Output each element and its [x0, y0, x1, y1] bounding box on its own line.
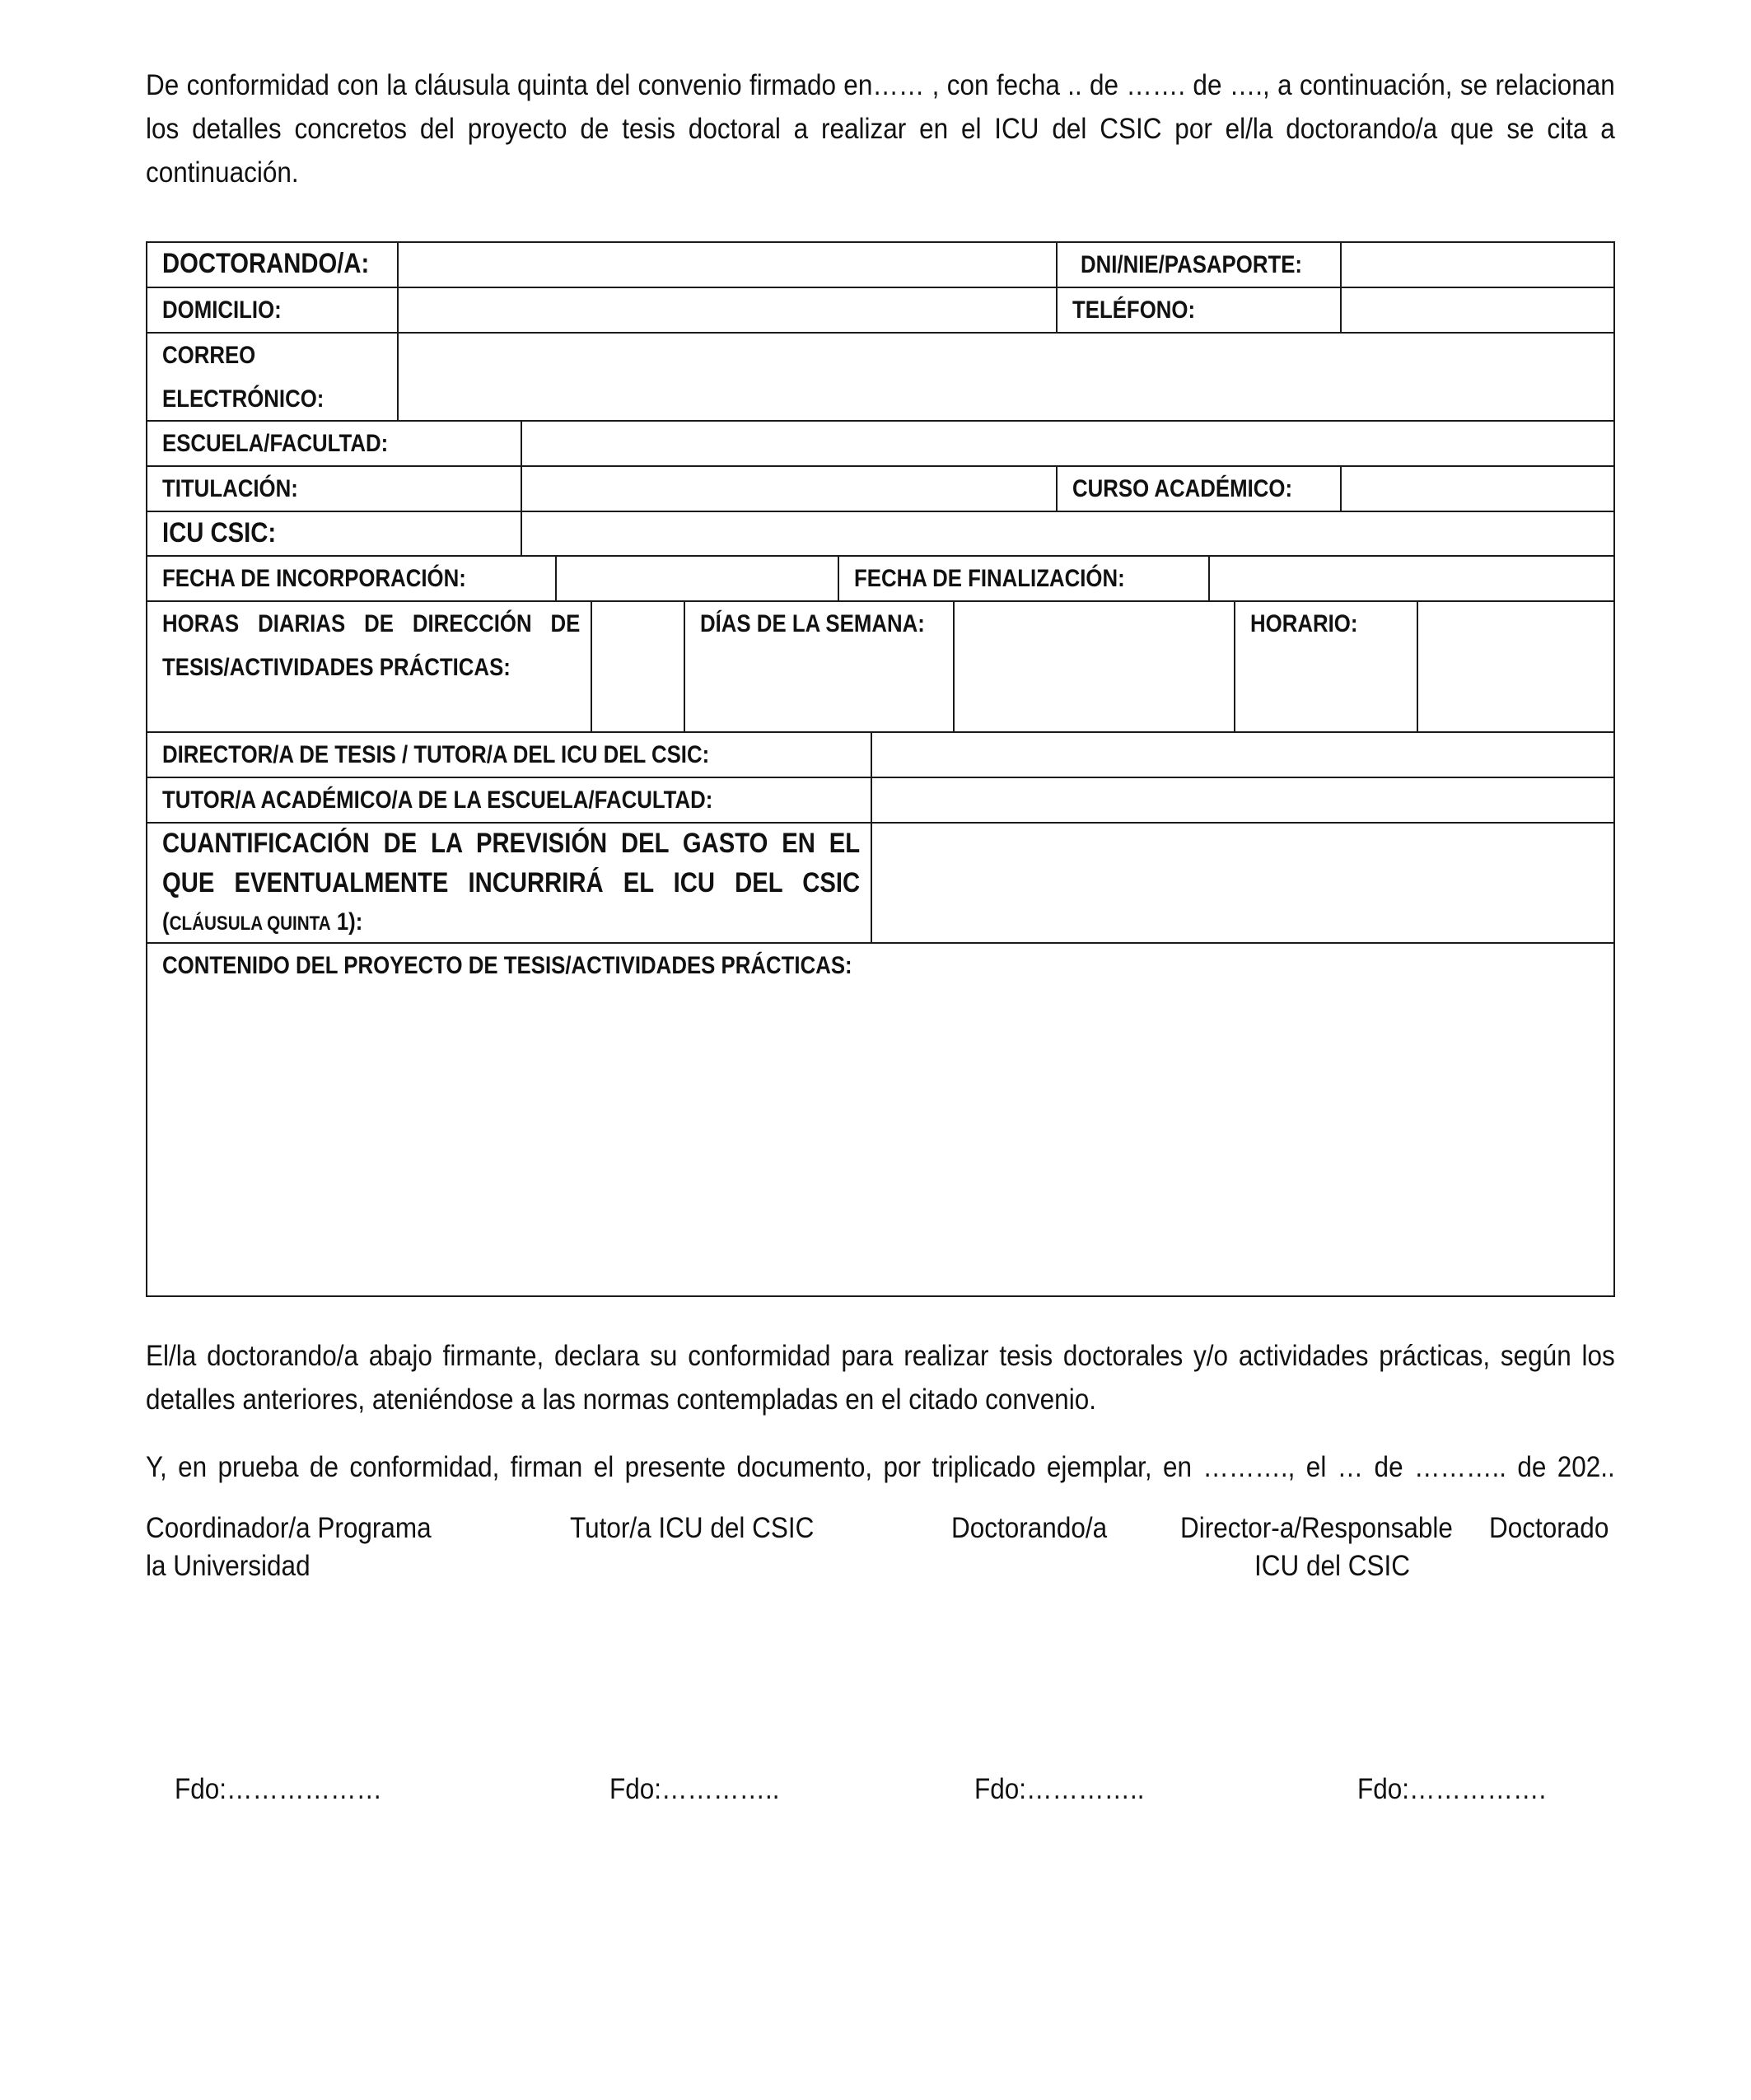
horas-label-line1: HORAS DIARIAS DE DIRECCIÓN DE: [162, 610, 581, 637]
horas-label-line2: TESIS/ACTIVIDADES PRÁCTICAS:: [162, 654, 511, 681]
telefono-label: TELÉFONO:: [1072, 296, 1196, 324]
titulacion-label: TITULACIÓN:: [162, 475, 298, 502]
form-row-director: [147, 733, 1613, 778]
icu-field[interactable]: [522, 512, 1613, 555]
fdo-coordinador: Fdo:………………: [175, 1773, 383, 1805]
tutor-academico-label-cell: [147, 778, 872, 822]
dni-field[interactable]: [1342, 243, 1613, 287]
form-row-contenido: [147, 944, 1613, 1295]
dni-label-cell: [1058, 243, 1342, 287]
dias-field[interactable]: [955, 602, 1235, 731]
form-row-escuela: [147, 422, 1613, 467]
cuantificacion-field[interactable]: [872, 824, 1613, 942]
titulacion-field[interactable]: [522, 467, 1058, 511]
thesis-project-form: [146, 241, 1615, 1297]
signer-director: [1180, 1510, 1453, 1585]
form-row-cuantificacion: [147, 824, 1613, 944]
doctorando-label: DOCTORANDO/A:: [162, 248, 370, 279]
form-row-correo: [147, 334, 1613, 422]
form-row-horas: [147, 602, 1613, 733]
correo-field[interactable]: [399, 334, 1613, 420]
horario-field[interactable]: [1418, 602, 1613, 731]
signer-tutor: Tutor/a ICU del CSIC: [570, 1512, 815, 1544]
domicilio-field[interactable]: [399, 288, 1058, 332]
fecha-fin-label-cell: [839, 557, 1210, 600]
signature-statement: Y, en prueba de conformidad, firman el presente documento, por triplicado ejemplar, en ………., el … de ……….. de 202..: [146, 1451, 1615, 1483]
signer-doctorando: Doctorando/a: [951, 1512, 1108, 1544]
director-label-cell: [147, 733, 872, 777]
dias-label-cell: [685, 602, 955, 731]
fecha-fin-label: FECHA DE FINALIZACIÓN:: [854, 565, 1125, 592]
horas-label-cell: [147, 602, 592, 731]
signer-coordinador: [146, 1510, 432, 1585]
curso-label: CURSO ACADÉMICO:: [1072, 475, 1293, 502]
doctorando-label-cell: [147, 243, 399, 287]
escuela-label: ESCUELA/FACULTAD:: [162, 430, 389, 457]
horario-label-cell: [1235, 602, 1418, 731]
fecha-inc-label-cell: [147, 557, 557, 600]
curso-field[interactable]: [1342, 467, 1613, 511]
signer-director-line1: Director-a/Responsable: [1180, 1512, 1453, 1544]
signer-coordinador-line1: Coordinador/a Programa: [146, 1512, 432, 1544]
signer-doctorado: Doctorado: [1489, 1512, 1609, 1544]
form-row-doctorando: [147, 243, 1613, 288]
domicilio-label-cell: [147, 288, 399, 332]
dni-label: DNI/NIE/PASAPORTE:: [1081, 251, 1303, 278]
form-row-icu: [147, 512, 1613, 557]
icu-label: ICU CSIC:: [162, 517, 277, 548]
tutor-academico-label: TUTOR/A ACADÉMICO/A DE LA ESCUELA/FACULTAD:: [162, 786, 713, 814]
dias-label: DÍAS DE LA SEMANA:: [700, 610, 925, 637]
domicilio-label: DOMICILIO:: [162, 296, 282, 324]
escuela-field[interactable]: [522, 422, 1613, 465]
form-row-fechas: [147, 557, 1613, 602]
curso-label-cell: [1058, 467, 1342, 511]
signer-coordinador-line2: la Universidad: [146, 1550, 311, 1582]
cuantificacion-label-line1: CUANTIFICACIÓN DE LA PREVISIÓN DEL GASTO EN EL: [162, 828, 861, 859]
fdo-doctorando: Fdo:…………..: [974, 1773, 1145, 1805]
telefono-field[interactable]: [1342, 288, 1613, 332]
director-label: DIRECTOR/A DE TESIS / TUTOR/A DEL ICU DEL CSIC:: [162, 741, 710, 768]
doctorando-field[interactable]: [399, 243, 1058, 287]
intro-paragraph: De conformidad con la cláusula quinta del convenio firmado en…… , con fecha .. de ……. de …., a continuación, se relacionan los detalles concretos del proyecto de tesis doctoral a realizar en el ICU del CSIC por el/la doctorando/a que se cita a continuación.: [146, 69, 1615, 189]
fdo-director: Fdo:…………….: [1357, 1773, 1547, 1805]
fecha-fin-field[interactable]: [1210, 557, 1613, 600]
cuantificacion-label-line3: (CLÁUSULA QUINTA 1):: [162, 908, 363, 936]
contenido-field[interactable]: [147, 944, 1613, 1295]
contenido-label: CONTENIDO DEL PROYECTO DE TESIS/ACTIVIDADES PRÁCTICAS:: [162, 952, 852, 979]
fecha-inc-label: FECHA DE INCORPORACIÓN:: [162, 565, 466, 592]
fecha-inc-field[interactable]: [557, 557, 839, 600]
form-row-domicilio: [147, 288, 1613, 334]
fdo-tutor: Fdo:…………..: [609, 1773, 780, 1805]
correo-label-line1: CORREO: [162, 342, 256, 369]
icu-label-cell: [147, 512, 522, 555]
cuantificacion-label-line2: QUE EVENTUALMENTE INCURRIRÁ EL ICU DEL CSIC: [162, 867, 861, 898]
form-row-tutor-academico: [147, 778, 1613, 824]
horario-label: HORARIO:: [1250, 610, 1358, 637]
cuantificacion-label-cell: [147, 824, 872, 942]
horas-field[interactable]: [592, 602, 685, 731]
signer-director-line2: ICU del CSIC: [1254, 1550, 1411, 1582]
director-field[interactable]: [872, 733, 1613, 777]
telefono-label-cell: [1058, 288, 1342, 332]
titulacion-label-cell: [147, 467, 522, 511]
form-row-titulacion: [147, 467, 1613, 512]
correo-label-cell: [147, 334, 399, 420]
declaration-paragraph: El/la doctorando/a abajo firmante, declara su conformidad para realizar tesis doctorales y/o actividades prácticas, según los detalles anteriores, ateniéndose a las normas contempladas en el citado convenio.: [146, 1340, 1615, 1416]
correo-label-line2: ELECTRÓNICO:: [162, 385, 325, 413]
tutor-academico-field[interactable]: [872, 778, 1613, 822]
escuela-label-cell: [147, 422, 522, 465]
